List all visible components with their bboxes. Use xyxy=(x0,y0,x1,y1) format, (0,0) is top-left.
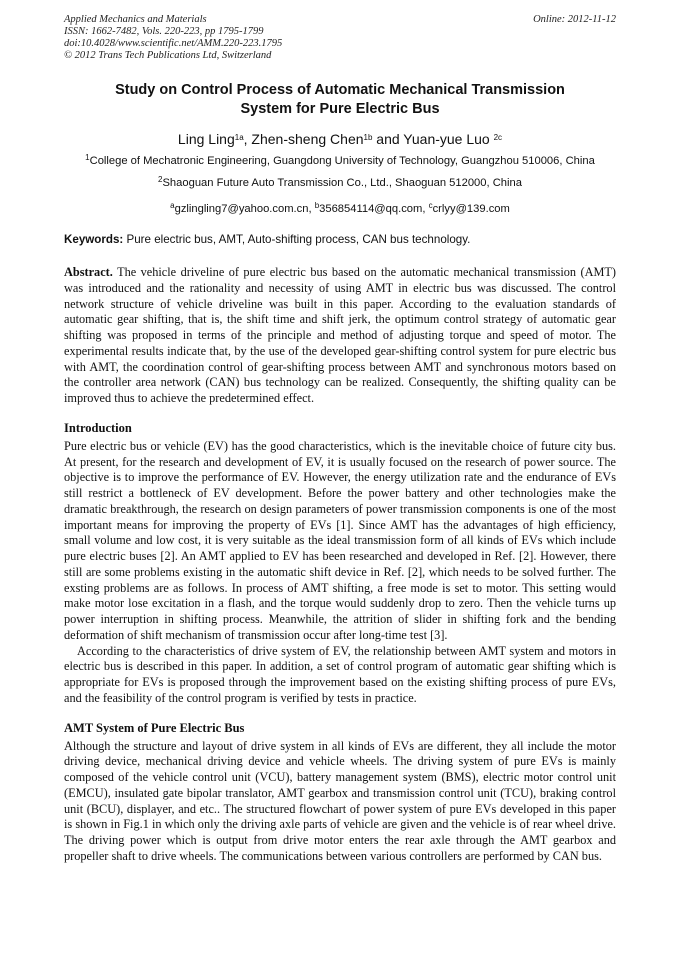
author-1-mark: 1a xyxy=(234,133,244,142)
keywords-text: Pure electric bus, AMT, Auto-shifting process, CAN bus technology. xyxy=(123,233,471,246)
online-date: Online: 2012-11-12 xyxy=(533,14,616,25)
email-1[interactable]: gzlingling7@yahoo.com.cn, xyxy=(174,203,315,215)
abstract xyxy=(64,265,616,407)
affiliation-1 xyxy=(64,154,616,168)
paper-page xyxy=(64,14,616,865)
title-line-1: Study on Control Process of Automatic Mechanical Transmission xyxy=(115,82,565,98)
email-2-mark: b xyxy=(314,201,320,210)
title-line-2: System for Pure Electric Bus xyxy=(240,101,440,117)
email-3[interactable]: crlyy@139.com xyxy=(432,203,510,215)
section-heading-amt-system: AMT System of Pure Electric Bus xyxy=(64,720,245,735)
affiliation-2-text: Shaoguan Future Auto Transmission Co., Ltd., Shaoguan 512000, China xyxy=(162,177,522,189)
copyright-line: © 2012 Trans Tech Publications Ltd, Switzerland xyxy=(64,50,272,61)
paper-title xyxy=(64,81,616,119)
affiliation-2-mark: 2 xyxy=(158,175,163,184)
author-1: Ling Ling xyxy=(177,131,235,147)
doi-line[interactable]: doi:10.4028/www.scientific.net/AMM.220-223.1795 xyxy=(64,38,283,49)
intro-paragraph-1: Pure electric bus or vehicle (EV) has the good characteristics, which is the inevitable choice of future city bus. At present, for the research and development of EV, it is usually focused on the research of power source. The objective is to improve the performance of EV. However, the energy utilization rate and the endurance of EVs still restrict a bottleneck of EV development. Before the power battery and other technologies make the dramatic breakthrough, the research on design parameters of power transmission components is one of the most important means for improving the property of EVs [1]. Since AMT has the advantages of high efficiency, small volume and low cost, it is very suitable as the ideal transmission form of all kinds of EVs which include pure electric buses [2]. An AMT applied to EV has been researched and developed in Ref. [2]. However, there still are some problems existing in the automatic shift device in Ref. [2], which needs to be solved further. The exsting problems are as follows. In process of AMT shifting, a free mode is set to motor. This setting would make motor lose excitation in a flash, and the torque would suddenly drop to zero. Then the vehicle turns up power interruption in shifting process. Meanwhile, the attrition of slider in shifting fork and the bending deformation of shift mechanism of transmission occur after long-time test [3]. xyxy=(64,438,616,642)
email-list xyxy=(64,202,616,216)
author-2-mark: 1b xyxy=(363,133,373,142)
author-3: and Yuan-yue Luo xyxy=(372,131,494,147)
keywords xyxy=(64,233,616,247)
email-3-mark: c xyxy=(428,201,433,210)
issn-line: ISSN: 1662-7482, Vols. 220-223, pp 1795-1799 xyxy=(64,26,264,37)
affiliation-2 xyxy=(64,176,616,190)
affiliation-1-text: College of Mechatronic Engineering, Guangdong University of Technology, Guangzhou 510006, China xyxy=(89,155,595,167)
journal-name: Applied Mechanics and Materials xyxy=(64,14,207,25)
intro-paragraph-2: According to the characteristics of drive system of EV, the relationship between AMT system and motors in electric bus is described in this paper. In addition, a set of control program of automatic gear shifting which is appropriate for EVs is proposed through the improvement based on the existing shifting process of pure EVs, and the feasibility of the control program is verified by tests in practice. xyxy=(64,643,616,705)
section-heading-introduction: Introduction xyxy=(64,420,132,435)
email-2[interactable]: 356854114@qq.com, xyxy=(319,203,429,215)
amt-paragraph-1: Although the structure and layout of drive system in all kinds of EVs are different, they all include the motor driving device, mechanical driving device and vehicle wheels. The driving system of pure EVs is mainly composed of the vehicle control unit (VCU), battery management system (BMS), electric motor control unit (EMCU), insulated gate bipolar translator, AMT gearbox and transmission control unit (TCU), braking control unit (BCU), displayer, and etc.. The structured flowchart of power system of pure EVs developed in this paper is shown in Fig.1 in which only the driving axle parts of vehicle are given and the vehicle is of rear wheel drive. The driving power which is output from drive motor enters the rear axle through the AMT gearbox and propeller shaft to drive wheels. The communications between various controllers are performed by CAN bus. xyxy=(64,738,616,863)
author-list xyxy=(64,130,616,148)
author-2: , Zhen-sheng Chen xyxy=(243,131,364,147)
keywords-label: Keywords: xyxy=(64,233,124,246)
abstract-text: The vehicle driveline of pure electric bus based on the automatic mechanical transmission (AMT) was introduced and the rationality and necessity of using AMT in electric bus was discussed. The control network structure of vehicle driveline was built in this paper. According to the evaluation standards of automatic gear shifting, that is, the shift time and shift jerk, the optimum control strategy of automatic gear shifting was proposed in terms of the principle and method of adjusting torque and speed of motor. The experimental results indicate that, by the use of the developed gear-shifting control system for pure electric bus with AMT, the coordination control of gear-shifting process between AMT and synchronous motors based on the controller area network (CAN) bus technology can be realized. Consequently, the shifting quality can be improved thus to achieve the predetermined effect. xyxy=(64,265,616,405)
journal-header xyxy=(64,14,616,62)
abstract-label: Abstract. xyxy=(64,265,113,279)
author-3-mark: 2c xyxy=(493,133,503,142)
affiliation-1-mark: 1 xyxy=(85,153,90,162)
email-1-mark: a xyxy=(170,201,175,210)
